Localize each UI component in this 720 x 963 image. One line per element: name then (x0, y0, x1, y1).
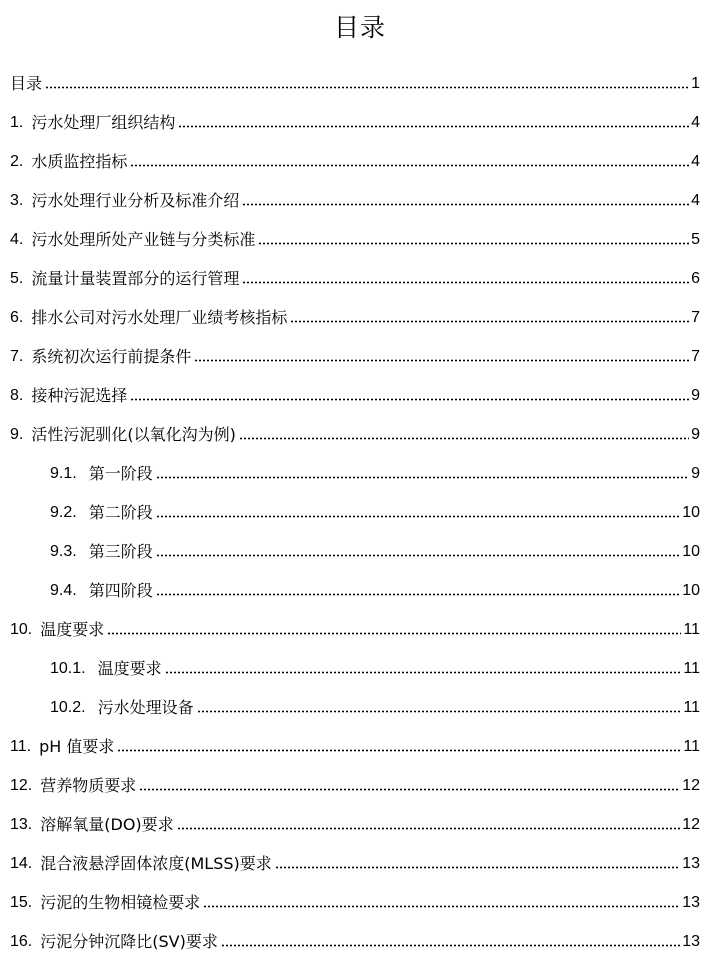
dot-leader (194, 359, 689, 362)
toc-entry-number: 13. (10, 816, 33, 833)
toc-entry-page: 9 (691, 387, 700, 404)
toc-entry-page: 9 (691, 426, 700, 443)
dot-leader (203, 905, 680, 908)
toc-entry[interactable] (10, 341, 700, 367)
toc-entry-label: 第三阶段 (88, 542, 153, 561)
toc-entry-page: 11 (683, 738, 700, 755)
dot-leader (197, 710, 682, 713)
dot-leader (239, 437, 689, 440)
toc-subentry[interactable] (50, 575, 700, 601)
toc-entry[interactable] (10, 302, 700, 328)
toc-entry-page: 6 (691, 270, 700, 287)
dot-leader (156, 554, 681, 557)
toc-entry-label: pH 值要求 (39, 737, 115, 756)
toc-entry-label: 水质监控指标 (31, 152, 128, 171)
toc-entry-number: 3. (10, 192, 24, 209)
toc-entry[interactable] (10, 107, 700, 133)
toc-entry[interactable] (10, 770, 700, 796)
toc-entry-number: 15. (10, 894, 33, 911)
toc-entry-number: 11. (10, 738, 32, 755)
toc-subentry[interactable] (50, 536, 700, 562)
toc-entry-page: 7 (691, 309, 700, 326)
toc-entry-label: 污泥分钟沉降比(SV)要求 (40, 932, 218, 951)
toc-entry-page: 7 (691, 348, 700, 365)
toc-entry-page: 10 (682, 582, 700, 599)
toc-entry-page: 13 (682, 855, 700, 872)
toc-entry-page: 12 (682, 816, 700, 833)
toc-entry[interactable] (10, 146, 700, 172)
toc-entry-page: 13 (682, 933, 700, 950)
dot-leader (258, 242, 689, 245)
toc-entry-label: 混合液悬浮固体浓度(MLSS)要求 (40, 854, 272, 873)
toc-entry-label: 营养物质要求 (40, 776, 137, 795)
toc-entry-label: 第一阶段 (88, 464, 153, 483)
toc-entry[interactable] (10, 263, 700, 289)
toc-entry-number: 9. (10, 426, 24, 443)
toc-entry-page: 11 (683, 699, 700, 716)
toc-entry-number: 9.3. (50, 543, 77, 560)
toc-entry-label: 污水处理行业分析及标准介绍 (31, 191, 240, 210)
toc-subentry[interactable] (50, 653, 700, 679)
toc-entry-label: 溶解氧量(DO)要求 (40, 815, 174, 834)
toc-entry-number: 4. (10, 231, 24, 248)
dot-leader (107, 632, 681, 635)
dot-leader (290, 320, 689, 323)
toc-entry[interactable] (10, 731, 700, 757)
toc-entry-number: 10.2. (50, 699, 86, 716)
toc-entry-number: 2. (10, 153, 24, 170)
dot-leader (156, 476, 689, 479)
toc-entry[interactable] (10, 809, 700, 835)
toc-subentry[interactable] (50, 458, 700, 484)
toc-entry-page: 9 (691, 465, 700, 482)
toc-entry-label: 污泥的生物相镜检要求 (40, 893, 201, 912)
dot-leader (242, 203, 689, 206)
toc-entry[interactable] (10, 419, 700, 445)
toc-entry[interactable] (10, 926, 700, 952)
toc-entry-label: 第二阶段 (88, 503, 153, 522)
toc-entry-page: 4 (691, 114, 700, 131)
toc-entry-number: 10. (10, 621, 33, 638)
toc-entry-number: 9.4. (50, 582, 77, 599)
toc-entry-number: 12. (10, 777, 33, 794)
dot-leader (221, 944, 680, 947)
toc-subentry[interactable] (50, 692, 700, 718)
dot-leader (275, 866, 680, 869)
toc-entry-label: 目录 (10, 74, 43, 93)
dot-leader (165, 671, 682, 674)
dot-leader (177, 827, 681, 830)
toc-entry[interactable] (10, 224, 700, 250)
toc-entry-number: 7. (10, 348, 24, 365)
toc-entry-label: 第四阶段 (88, 581, 153, 600)
toc-entry-page: 11 (683, 621, 700, 638)
dot-leader (45, 86, 689, 89)
toc-entry-label: 活性污泥驯化(以氧化沟为例) (31, 425, 236, 444)
toc-subentry[interactable] (50, 497, 700, 523)
toc-entry-label: 温度要求 (40, 620, 105, 639)
toc-entry[interactable] (10, 185, 700, 211)
dot-leader (156, 593, 681, 596)
toc-entry-number: 16. (10, 933, 33, 950)
toc-entry-label: 排水公司对污水处理厂业绩考核指标 (31, 308, 288, 327)
toc-entry-number: 14. (10, 855, 33, 872)
dot-leader (139, 788, 680, 791)
toc-entry-page: 10 (682, 504, 700, 521)
toc-entry-page: 5 (691, 231, 700, 248)
toc-entry[interactable] (10, 614, 700, 640)
toc-entry-label: 系统初次运行前提条件 (31, 347, 192, 366)
dot-leader (117, 749, 681, 752)
toc-entry-label: 污水处理设备 (97, 698, 194, 717)
toc-entry-page: 13 (682, 894, 700, 911)
toc-entry-number: 5. (10, 270, 24, 287)
toc-entry-number: 6. (10, 309, 24, 326)
page-title: 目录 (333, 13, 386, 42)
dot-leader (242, 281, 689, 284)
toc-entry[interactable] (10, 68, 700, 94)
toc-entry-label: 污水处理厂组织结构 (31, 113, 176, 132)
dot-leader (156, 515, 681, 518)
dot-leader (130, 164, 689, 167)
dot-leader (178, 125, 689, 128)
toc-entry[interactable] (10, 887, 700, 913)
toc-entry-number: 10.1. (50, 660, 86, 677)
toc-entry-number: 1. (10, 114, 24, 131)
toc-entry[interactable] (10, 848, 700, 874)
dot-leader (130, 398, 689, 401)
toc-entry-label: 污水处理所处产业链与分类标准 (31, 230, 256, 249)
toc-entry-page: 11 (683, 660, 700, 677)
toc-entry[interactable] (10, 380, 700, 406)
toc-entry-number: 9.1. (50, 465, 77, 482)
toc-entry-page: 1 (691, 75, 700, 92)
toc-entry-label: 流量计量装置部分的运行管理 (31, 269, 240, 288)
toc-entry-number: 9.2. (50, 504, 77, 521)
toc-entry-page: 10 (682, 543, 700, 560)
toc-entry-page: 4 (691, 192, 700, 209)
toc-entry-label: 接种污泥选择 (31, 386, 128, 405)
toc-entry-number: 8. (10, 387, 24, 404)
toc-entry-page: 12 (682, 777, 700, 794)
toc-entry-label: 温度要求 (97, 659, 162, 678)
toc-entry-page: 4 (691, 153, 700, 170)
